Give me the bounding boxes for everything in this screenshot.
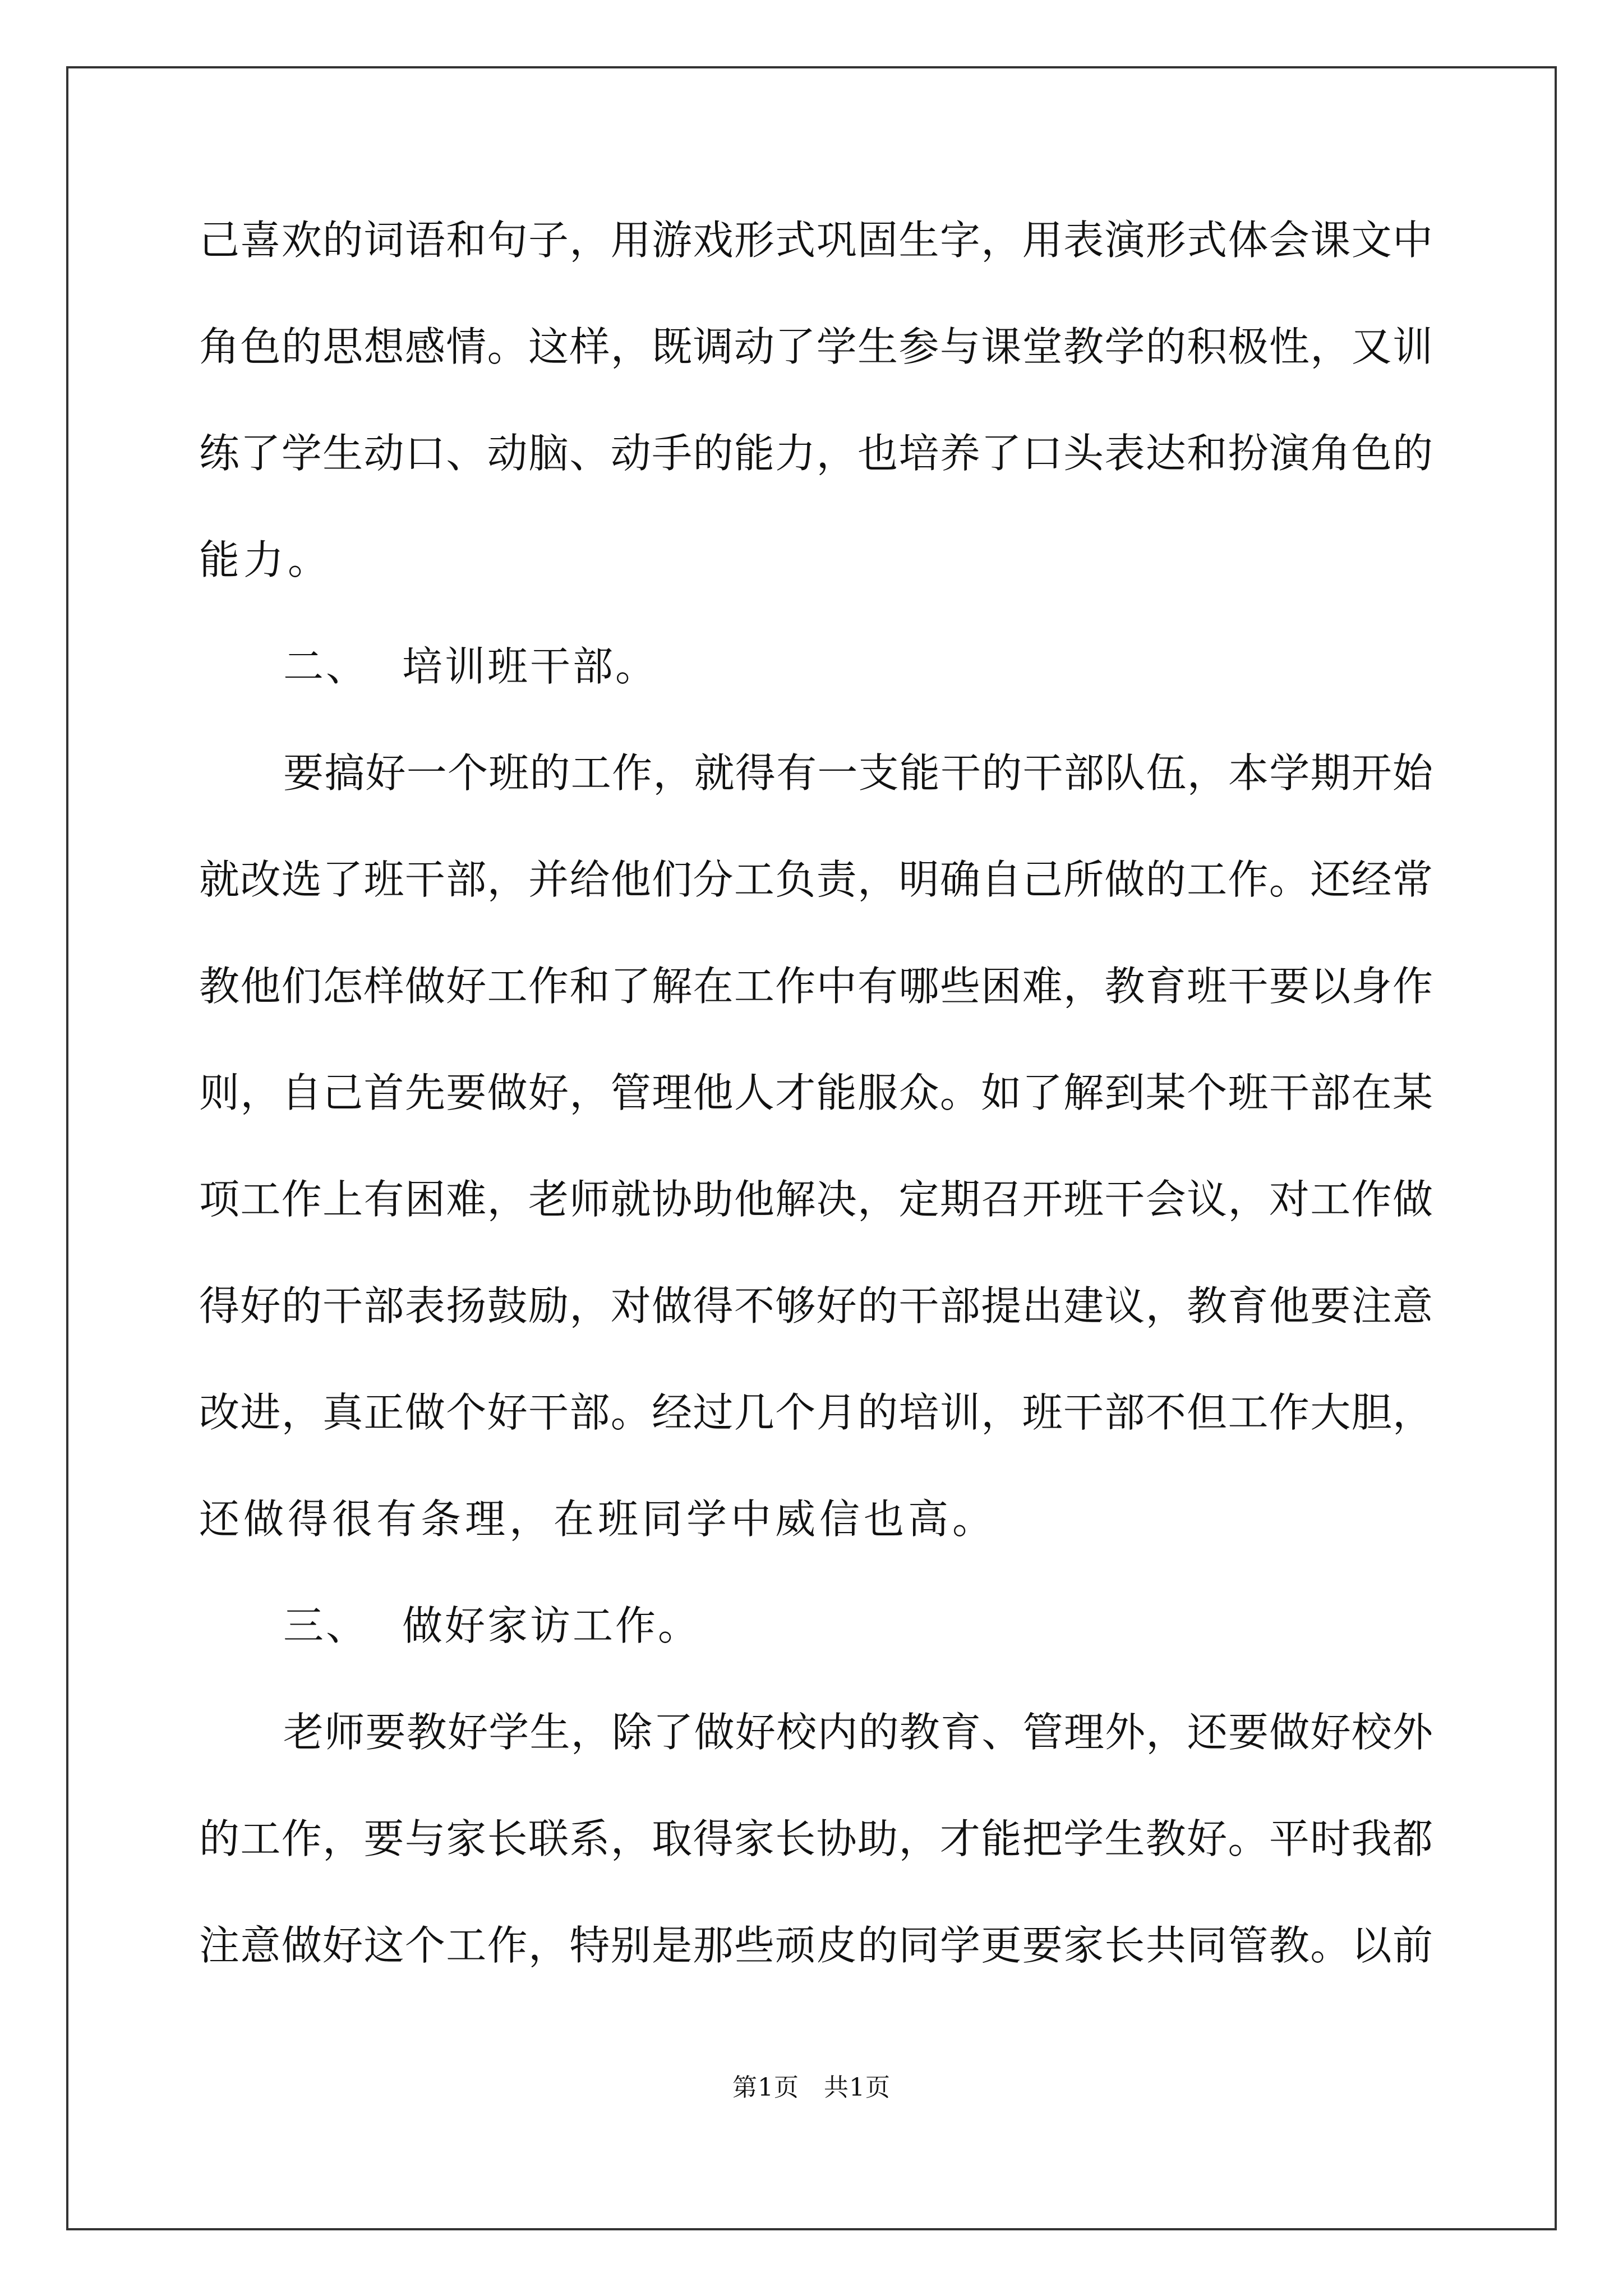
text-line: 的工作，要与家长联系，取得家长协助，才能把学生教好。平时我都 bbox=[199, 1815, 1433, 1862]
section-number: 二、 bbox=[283, 643, 369, 690]
section-title: 培训班干部。 bbox=[402, 643, 658, 690]
text-line: 改进，真正做个好干部。经过几个月的培训，班干部不但工作大胆， bbox=[199, 1389, 1433, 1436]
text-line: 还做得很有条理，在班同学中威信也高。 bbox=[199, 1496, 997, 1543]
text-line: 练了学生动口、动脑、动手的能力，也培养了口头表达和扮演角色的 bbox=[199, 430, 1433, 477]
page-footer bbox=[0, 2067, 1623, 2103]
text-line: 老师要教好学生，除了做好校内的教育、管理外，还要做好校外 bbox=[283, 1709, 1433, 1756]
text-line: 注意做好这个工作，特别是那些顽皮的同学更要家长共同管教。以前 bbox=[199, 1922, 1433, 1969]
section-heading-2 bbox=[199, 639, 1433, 693]
section-heading-3 bbox=[199, 1599, 1433, 1653]
section-number: 三、 bbox=[283, 1602, 369, 1649]
text-line: 角色的思想感情。这样，既调动了学生参与课堂教学的积极性，又训 bbox=[199, 323, 1433, 370]
page-number: 第1页 bbox=[732, 2073, 799, 2102]
text-line: 就改选了班干部，并给他们分工负责，明确自己所做的工作。还经常 bbox=[199, 856, 1433, 903]
section-title: 做好家访工作。 bbox=[402, 1602, 701, 1649]
document-body bbox=[199, 213, 1433, 2025]
page-total: 共1页 bbox=[824, 2073, 891, 2102]
text-line: 得好的干部表扬鼓励，对做得不够好的干部提出建议，教育他要注意 bbox=[199, 1282, 1433, 1329]
text-line: 要搞好一个班的工作，就得有一支能干的干部队伍，本学期开始 bbox=[283, 749, 1433, 797]
text-line: 己喜欢的词语和句子，用游戏形式巩固生字，用表演形式体会课文中 bbox=[199, 217, 1433, 264]
text-line: 则，自己首先要做好，管理他人才能服众。如了解到某个班干部在某 bbox=[199, 1069, 1433, 1116]
text-line: 能力。 bbox=[199, 536, 333, 583]
text-line: 项工作上有困难，老师就协助他解决，定期召开班干会议，对工作做 bbox=[199, 1176, 1433, 1223]
text-line: 教他们怎样做好工作和了解在工作中有哪些困难，教育班干要以身作 bbox=[199, 963, 1433, 1010]
